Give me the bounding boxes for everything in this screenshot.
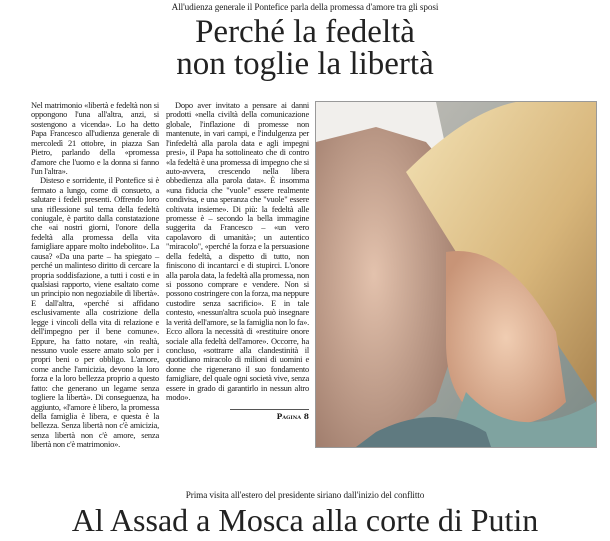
paragraph: Dopo aver invitato a pensare ai danni prodotti «nella civiltà della comunicazione globale, l'inflazione di promesse non mantenute, in vari campi, e l'indulgenza per l'infedeltà alla parola data e agli impegni presi», il Papa ha sottolineato che di contro «la fedeltà è una promessa di impegno che si auto-avvera, crescendo nella libera obbedienza alla parola data». È insomma «una fiducia che "vuole" essere realmente condivisa, e una speranza che "vuole" essere coltivata insieme». Di più: la fedeltà alle promesse è – secondo la bella immagine suggerita da Francesco – «un vero capolavoro di umanità»; un autentico "miracolo", «perché la forza e la persuasione della fedeltà, a dispetto di tutto, non finiscono di incantarci e di stupirci. L'onore alla parola data, la fedeltà alla promessa, non si possono comprare e vendere. Non si possono costringere con la forza, ma neppure custodire senza sacrificio». E in tale contesto, «nessun'altra scuola può insegnare la verità dell'amore, se la famiglia non lo fa». Ecco allora la necessità di «restituire onore sociale alla fedeltà dell'amore». Occorre, ha concluso, «sottrarre alla clandestinità il quotidiano miracolo di milioni di uomini e donne che rigenerano il suo fondamento famigliare, del quale ogni società vive, senza essere in grado di garantirlo in nessun altro modo».: [166, 100, 309, 403]
divider: [230, 409, 309, 410]
article-column-1: [31, 101, 159, 450]
article-body: [0, 101, 610, 450]
second-article-kicker: Prima visita all'estero del presidente siriano dall'inizio del conflitto: [185, 489, 425, 500]
article-column-2: [166, 101, 309, 403]
headline-line-2: non toglie la libertà: [176, 46, 434, 82]
paragraph: Disteso e sorridente, il Pontefice si è fermato a lungo, come di consueto, a salutare i fedeli presenti. Offrendo loro una riflessione sul tema della fedeltà coniugale, è partito dalla constatazione che «ai nostri giorni, l'onore della fedeltà alla promessa della vita famigliare appare molto indebolito». La causa? «Da una parte – ha spiegato – perché un malinteso diritto di cercare la propria soddisfazione, a tutti i costi e in qualsiasi rapporto, viene esaltato come un principio non negoziabile di libertà». E dall'altra, «perché si affidano esclusivamente alla costrizione della legge i vincoli della vita di relazione e dell'impegno per il bene comune». Eppure, ha fatto notare, «in realtà, nessuno vuole essere amato solo per i propri beni o per obbligo. L'amore, come anche l'amicizia, devono la loro forza e la loro bellezza proprio a questo fatto: che generano un legame senza togliere la libertà». Di conseguenza, ha aggiunto, «l'amore è libero, la promessa della famiglia è libera, e questa è la bellezza. Senza libertà non c'è amicizia, senza libertà non c'è amore, senza libertà non c'è matrimonio».: [31, 175, 159, 450]
page-reference-link[interactable]: Pagina 8: [276, 411, 309, 421]
headline-line-1: Perché la fedeltà: [195, 14, 415, 50]
second-article-headline: Al Assad a Mosca alla corte di Putin: [71, 501, 539, 538]
article-column-2-wrapper: [166, 101, 309, 421]
paragraph: Nel matrimonio «libertà e fedeltà non si oppongono l'una all'altra, anzi, si sostengono a vicenda». Lo ha detto Papa Francesco all'udienza generale di mercoledì 21 ottobre, in piazza San Pietro, parlando della «promessa d'amore che l'uomo e la donna si fanno l'un l'altra».: [31, 100, 159, 176]
photo-pope-and-woman: [316, 102, 596, 447]
article-headline: [0, 16, 610, 80]
article-photo: [315, 101, 597, 448]
article-kicker: All'udienza generale il Pontefice parla della promessa d'amore tra gli sposi: [171, 2, 439, 12]
